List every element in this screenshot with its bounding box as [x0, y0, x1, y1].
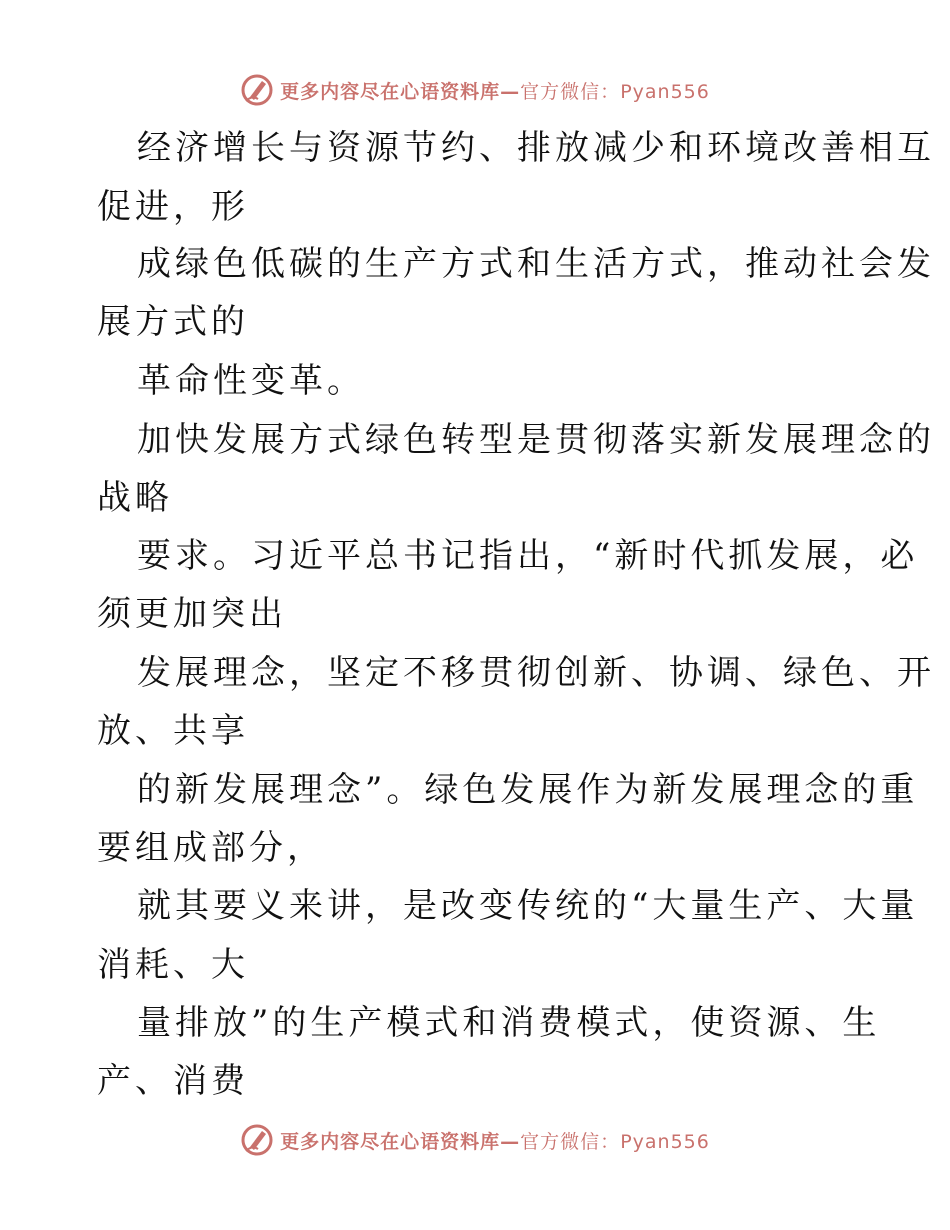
- body-line-15: 消耗、大: [97, 945, 249, 985]
- body-line-9: 须更加突出: [97, 594, 287, 634]
- pen-logo-icon: [240, 1123, 274, 1157]
- body-line-12: 的新发展理念”。绿色发展作为新发展理念的重: [137, 770, 919, 810]
- body-line-8: 要求。习近平总书记指出，“新时代抓发展，必: [137, 536, 919, 576]
- body-line-16: 量排放”的生产模式和消费模式，使资源、生: [137, 1003, 881, 1043]
- body-line-14: 就其要义来讲，是改变传统的“大量生产、大量: [137, 886, 919, 926]
- body-line-17: 产、消费: [97, 1061, 249, 1101]
- footer-banner-text: [280, 1127, 710, 1154]
- body-line-11: 放、共享: [97, 711, 249, 751]
- body-line-6: 加快发展方式绿色转型是贯彻落实新发展理念的: [137, 420, 935, 460]
- body-line-13: 要组成部分，: [97, 828, 325, 868]
- body-line-1: 经济增长与资源节约、排放减少和环境改善相互: [137, 128, 935, 168]
- pen-logo-icon: [240, 73, 274, 107]
- header-watermark-banner: [0, 70, 950, 110]
- header-banner-title: 更多内容尽在心语资料库: [280, 80, 501, 103]
- header-banner-wechat-label: 官方微信：: [520, 80, 621, 103]
- footer-banner-title: 更多内容尽在心语资料库: [280, 1130, 501, 1153]
- footer-banner-wechat-id: Pyan556: [620, 1130, 710, 1153]
- body-line-3: 成绿色低碳的生产方式和生活方式，推动社会发: [137, 244, 935, 284]
- footer-banner-dash: —: [500, 1130, 521, 1153]
- body-line-10: 发展理念，坚定不移贯彻创新、协调、绿色、开: [137, 653, 935, 693]
- header-banner-wechat-id: Pyan556: [620, 80, 710, 103]
- body-line-5: 革命性变革。: [137, 361, 365, 401]
- header-banner-dash: —: [500, 80, 521, 103]
- footer-watermark-banner: [0, 1120, 950, 1160]
- body-line-4: 展方式的: [97, 302, 249, 342]
- footer-banner-wechat-label: 官方微信：: [520, 1130, 621, 1153]
- header-banner-text: [280, 77, 710, 104]
- body-line-7: 战略: [97, 478, 173, 518]
- body-line-2: 促进，形: [97, 187, 249, 227]
